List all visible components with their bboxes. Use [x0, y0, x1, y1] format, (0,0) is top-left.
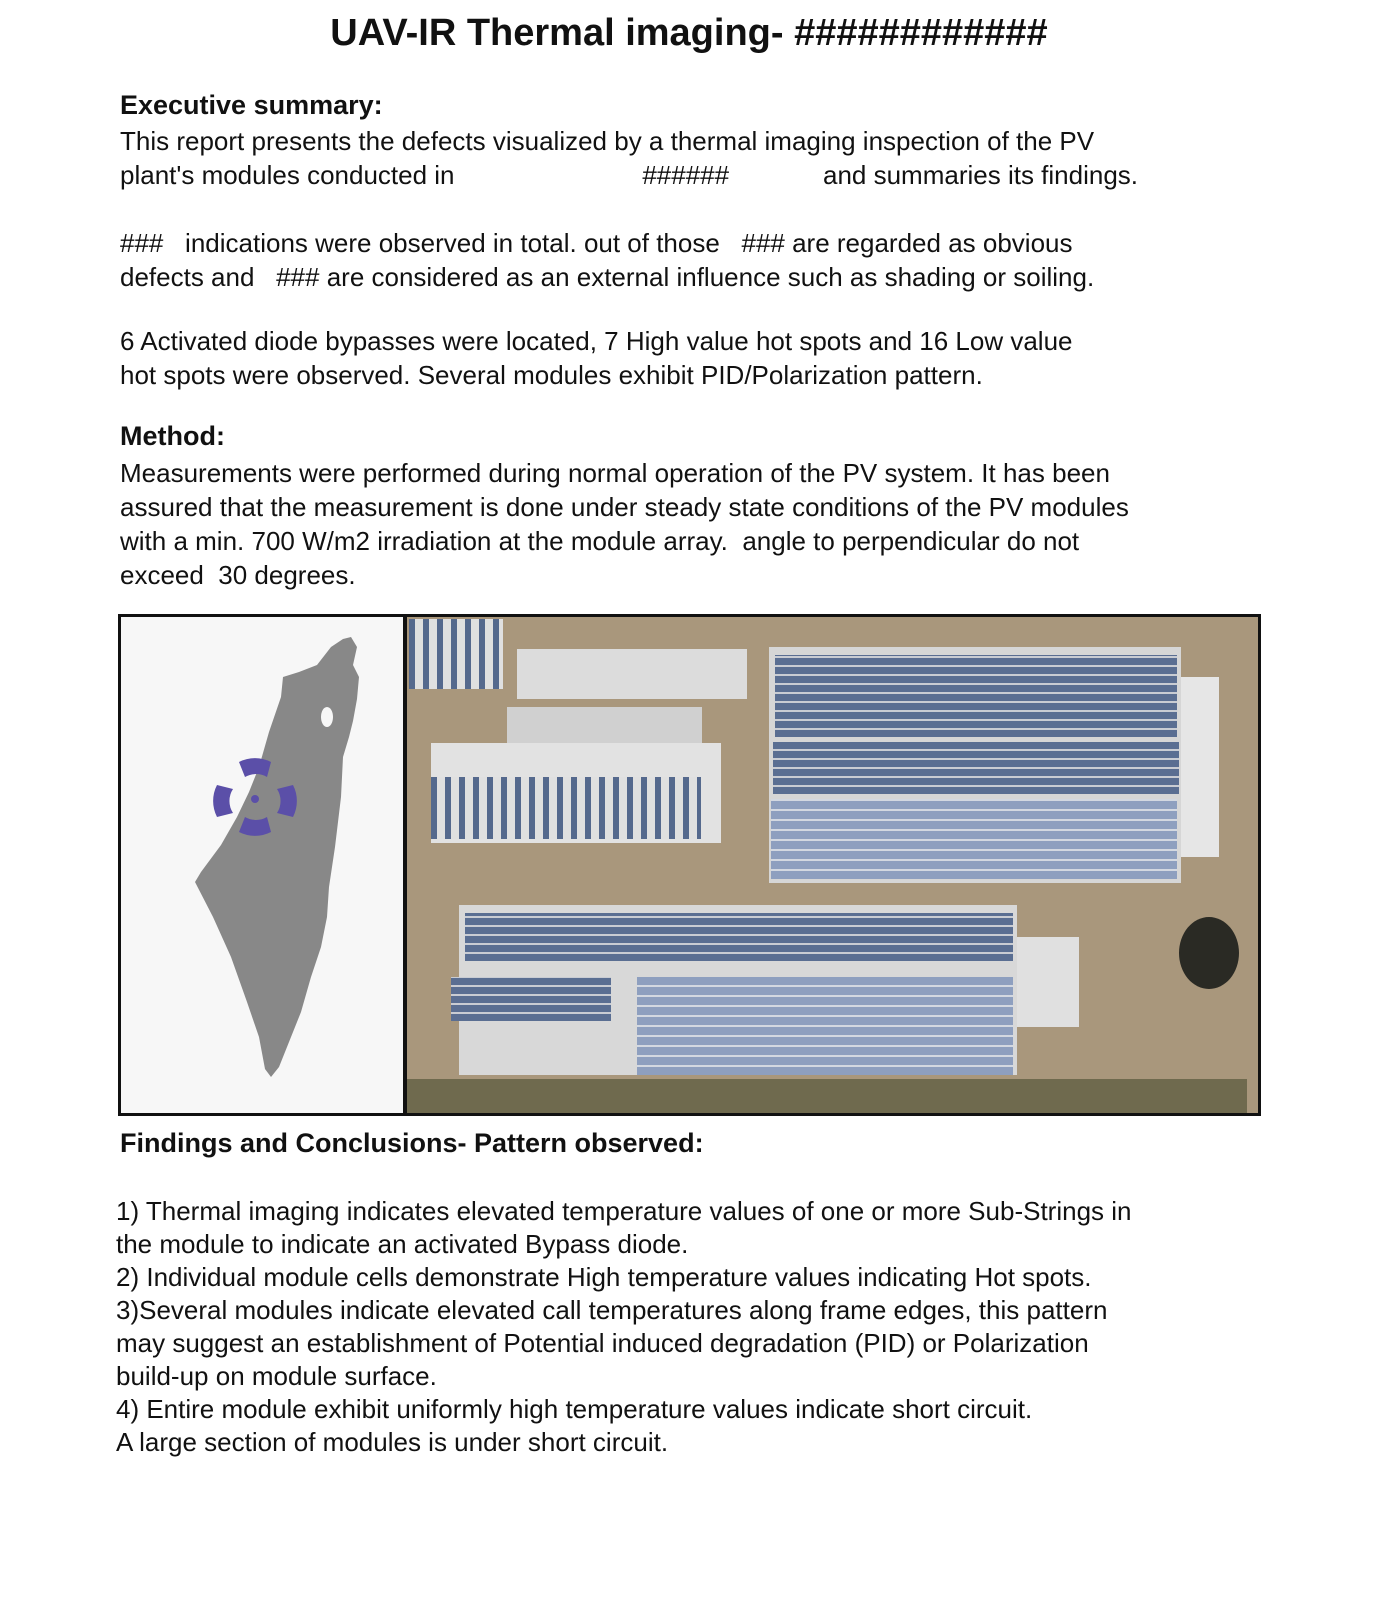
- aerial-photo-solar-rooftops: [407, 617, 1258, 1113]
- country-map-icon: [121, 617, 403, 1113]
- building-roof: [1181, 677, 1219, 857]
- finding-line: 1) Thermal imaging indicates elevated temperature values of one or more Sub-Strings in: [116, 1196, 1132, 1226]
- tree: [1179, 917, 1239, 989]
- building-roof: [1017, 937, 1079, 1027]
- location-map: [121, 617, 403, 1113]
- solar-array: [775, 655, 1177, 737]
- executive-summary-paragraph-1: [120, 124, 1260, 192]
- method-heading: Method:: [120, 421, 225, 451]
- building-roof: [517, 649, 747, 699]
- executive-summary-paragraph-3: [120, 324, 1260, 392]
- solar-array: [409, 619, 503, 689]
- finding-line: 2) Individual module cells demonstrate High temperature values indicating Hot spots.: [116, 1262, 1092, 1292]
- solar-array: [451, 977, 611, 1021]
- text-line: ### indications were observed in total. out of those ### are regarded as obvious: [120, 228, 1073, 258]
- method-paragraph: [120, 456, 1260, 592]
- findings-heading: Findings and Conclusions- Pattern observed:: [120, 1128, 704, 1158]
- executive-summary-heading: Executive summary:: [120, 90, 383, 120]
- executive-summary-paragraph-2: [120, 226, 1260, 294]
- text-line: defects and ### are considered as an external influence such as shading or soiling.: [120, 262, 1095, 292]
- text-line: Measurements were performed during normal operation of the PV system. It has been: [120, 458, 1110, 488]
- findings-list: [116, 1195, 1266, 1459]
- text-line: 6 Activated diode bypasses were located, 7 High value hot spots and 16 Low value: [120, 326, 1073, 356]
- solar-array: [431, 777, 701, 839]
- text-line: This report presents the defects visualized by a thermal imaging inspection of the PV: [120, 126, 1095, 156]
- finding-line: build-up on module surface.: [116, 1361, 437, 1391]
- text-line: assured that the measurement is done under steady state conditions of the PV modules: [120, 492, 1129, 522]
- solar-array: [637, 977, 1013, 1075]
- solar-array: [465, 913, 1013, 961]
- text-line: with a min. 700 W/m2 irradiation at the module array. angle to perpendicular do not: [120, 526, 1080, 556]
- finding-line: the module to indicate an activated Bypass diode.: [116, 1229, 689, 1259]
- text-line: hot spots were observed. Several modules exhibit PID/Polarization pattern.: [120, 360, 983, 390]
- report-title: UAV-IR Thermal imaging- ############: [330, 12, 1048, 54]
- ground: [407, 1079, 1247, 1113]
- finding-line: may suggest an establishment of Potential induced degradation (PID) or Polarization: [116, 1328, 1089, 1358]
- text-line: plant's modules conducted in ###### and summaries its findings.: [120, 160, 1139, 190]
- text-line: exceed 30 degrees.: [120, 560, 356, 590]
- finding-line: A large section of modules is under short circuit.: [116, 1427, 669, 1457]
- finding-line: 4) Entire module exhibit uniformly high temperature values indicate short circuit.: [116, 1394, 1033, 1424]
- solar-array: [773, 742, 1179, 794]
- finding-line: 3)Several modules indicate elevated call temperatures along frame edges, this pattern: [116, 1295, 1108, 1325]
- site-figure: [118, 614, 1261, 1116]
- solar-array: [771, 799, 1177, 879]
